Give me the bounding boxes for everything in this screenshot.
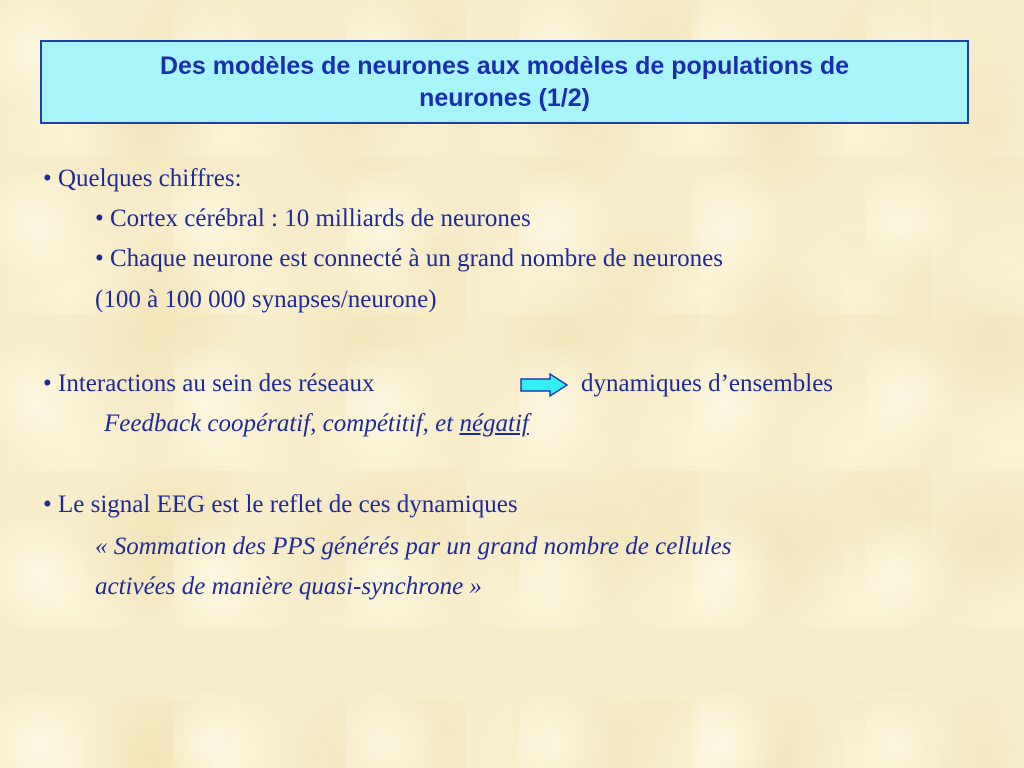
title-line-2: neurones (1/2) (419, 84, 590, 112)
slide-title (140, 50, 869, 114)
right-arrow-icon (520, 373, 568, 397)
dynamiques-ensembles: dynamiques d’ensembles (581, 370, 834, 397)
bullet-chaque-neurone: • Chaque neurone est connecté à un grand nombre de neurones (95, 245, 723, 272)
bullet-signal-eeg: • Le signal EEG est le reflet de ces dynamiques (43, 491, 518, 518)
title-line-1: Des modèles de neurones aux modèles de populations de (159, 52, 850, 80)
bullet-quelques-chiffres: • Quelques chiffres: (43, 165, 242, 192)
bullet-synapses: (100 à 100 000 synapses/neurone) (95, 286, 437, 313)
bullet-interactions: • Interactions au sein des réseaux (43, 370, 375, 397)
feedback-negatif: négatif (459, 410, 529, 437)
feedback-prefix: Feedback coopératif, compétitif, et (104, 410, 460, 437)
title-box (40, 40, 969, 124)
feedback-line (104, 409, 529, 439)
quote-line-1: « Sommation des PPS générés par un grand nombre de cellules (95, 533, 732, 560)
quote-line-2: activées de manière quasi-synchrone » (95, 573, 482, 600)
bullet-cortex: • Cortex cérébral : 10 milliards de neurones (95, 205, 531, 232)
